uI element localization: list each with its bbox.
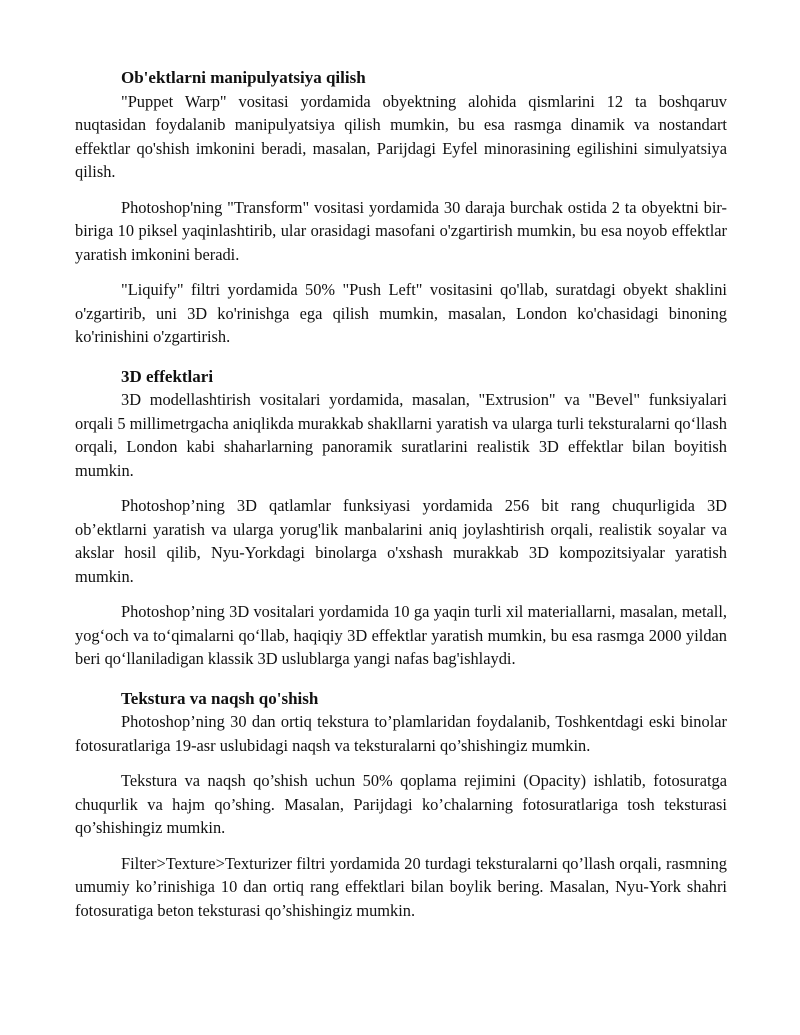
document-page xyxy=(75,66,727,922)
paragraph-transform: Photoshop'ning "Transform" vositasi yordamida 30 daraja burchak ostida 2 ta obyektni bir-biriga 10 piksel yaqinlashtirib, ular orasidagi masofani o'zgartirish mumkin, bu esa noyob effektlar yaratish imkonini beradi. xyxy=(75,197,727,264)
section-heading-object-manipulation: Ob'ektlarni manipulyatsiya qilish xyxy=(121,68,366,87)
paragraph-3d-layers: Photoshop’ning 3D qatlamlar funksiyasi yordamida 256 bit rang chuqurligida 3D ob’ektlarni yaratish va ularga yorug'lik manbalarini aniq joylashtirish orqali, realistik soyalar va akslar hosil qilib, Nyu-Yorkdagi binolarga o'xshash murakkab 3D kompozitsiyalar yaratish mumkin. xyxy=(75,496,727,586)
paragraph-puppet-warp: "Puppet Warp" vositasi yordamida obyektning alohida qismlarini 12 ta boshqaruv nuqtasidan foydalanib manipulyatsiya qilish mumkin, bu esa rasmga dinamik va nostandart effektlar qo'shish imkonini beradi, masalan, Parijdagi Eyfel minorasining egilishini simulyatsiya qilish. xyxy=(75,91,727,181)
section-heading-3d-effects: 3D effektlari xyxy=(121,366,214,386)
paragraph-texturizer: Filter>Texture>Texturizer filtri yordamida 20 turdagi teksturalarni qo’llash orqali, rasmning umumiy ko’rinishiga 10 dan ortiq rang effektlari bilan boylik bering. Masalan, Nyu-York shahri fotosuratiga beton teksturasi qo’shishingiz mumkin. xyxy=(75,853,727,920)
section-heading-texture-pattern: Tekstura va naqsh qo'shish xyxy=(121,688,319,708)
paragraph-texture-sets: Photoshop’ning 30 dan ortiq tekstura to’plamlaridan foydalanib, Toshkentdagi eski binolar fotosuratlariga 19-asr uslubidagi naqsh va teksturalarni qo’shishingiz mumkin. xyxy=(75,712,727,755)
paragraph-liquify: "Liquify" filtri yordamida 50% "Push Left" vositasini qo'llab, suratdagi obyekt shaklini o'zgartirib, uni 3D ko'rinishga ega qilish mumkin, masalan, London ko'chasidagi binoning ko'rinishini o'zgartirish. xyxy=(75,280,727,346)
paragraph-3d-modeling: 3D modellashtirish vositalari yordamida, masalan, "Extrusion" va "Bevel" funksiyalari orqali 5 millimetrgacha aniqlikda murakkab shakllarni yaratish va ularga turli teksturalarni qo‘llash orqali, London kabi shaharlarning panoramik suratlarini realistik 3D effektlar bilan boyitish mumkin. xyxy=(75,390,727,480)
paragraph-3d-materials: Photoshop’ning 3D vositalari yordamida 10 ga yaqin turli xil materiallarni, masalan, metall, yog‘och va to‘qimalarni qo‘llab, haqiqiy 3D effektlar yaratish mumkin, bu esa rasmga 2000 yildan beri qo‘llaniladigan klassik 3D uslublarga yangi nafas bag'ishlaydi. xyxy=(75,602,727,668)
paragraph-opacity: Tekstura va naqsh qo’shish uchun 50% qoplama rejimini (Opacity) ishlatib, fotosuratga chuqurlik va hajm qo’shing. Masalan, Parijdagi ko’chalarning fotosuratlariga tosh teksturasi qo’shishingiz mumkin. xyxy=(75,771,727,837)
